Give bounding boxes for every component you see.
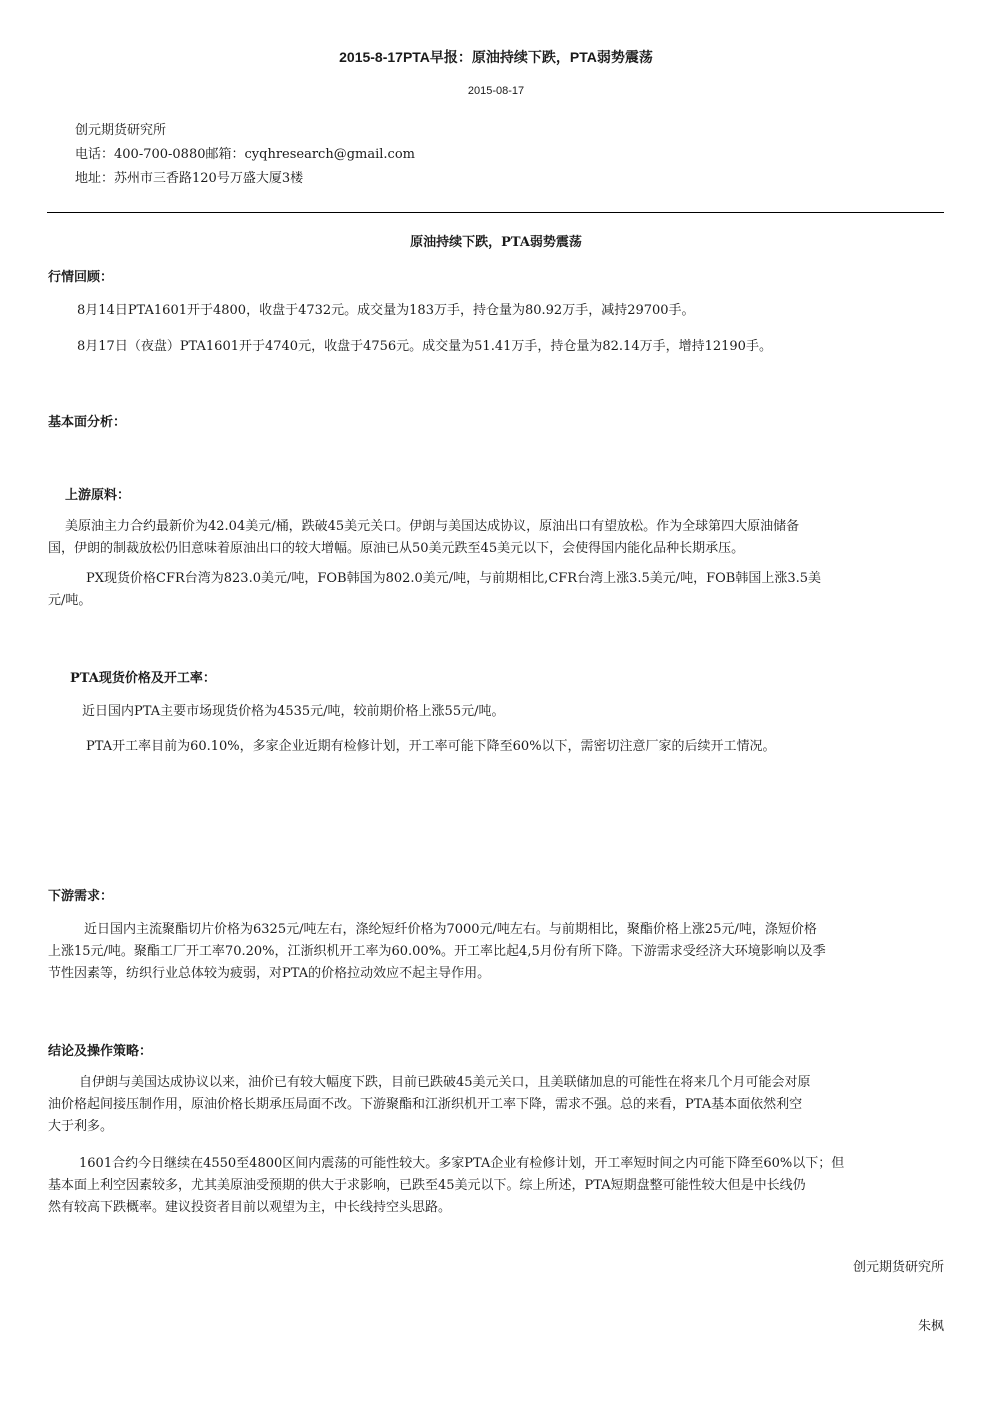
conclusion-p2-line-2: 基本面上利空因素较多，尤其美原油受预期的供大于求影响，已跌至45美元以下。综上所述，PTA短期盘整可能性较大但是中长线仍 — [48, 1178, 806, 1193]
signature-org: 创元期货研究所 — [852, 1260, 944, 1275]
conclusion-p2-line-1: 1601合约今日继续在4550至4800区间内震荡的可能性较大。多家PTA企业有检修计划，开工率短时间之内可能下降至60%以下；但 — [79, 1156, 845, 1171]
downstream-line-2: 上涨15元/吨。聚酯工厂开工率70.20%，江浙织机开工率为60.00%。开工率比起4,5月份有所下降。下游需求受经济大环境影响以及季 — [48, 944, 826, 959]
review-paragraph-2: 8月17日（夜盘）PTA1601开于4740元，收盘于4756元。成交量为51.41万手，持仓量为82.14万手，增持12190手。 — [77, 339, 772, 354]
upstream-p1-line-2: 国，伊朗的制裁放松仍旧意味着原油出口的较大增幅。原油已从50美元跌至45美元以下，会使得国内能化品种长期承压。 — [48, 541, 745, 556]
pta-paragraph-1: 近日国内PTA主要市场现货价格为4535元/吨，较前期价格上涨55元/吨。 — [82, 704, 505, 719]
conclusion-paragraph-2 — [48, 1153, 948, 1219]
downstream-line-3: 节性因素等，纺织行业总体较为疲弱，对PTA的价格拉动效应不起主导作用。 — [48, 966, 491, 981]
pta-paragraph-2: PTA开工率目前为60.10%，多家企业近期有检修计划，开工率可能下降至60%以下，需密切注意厂家的后续开工情况。 — [86, 739, 776, 754]
review-paragraph-1: 8月14日PTA1601开于4800，收盘于4732元。成交量为183万手，持仓量为80.92万手，减持29700手。 — [77, 303, 695, 318]
conclusion-p1-line-1: 自伊朗与美国达成协议以来，油价已有较大幅度下跌，目前已跌破45美元关口，且美联储加息的可能性在将来几个月可能会对原 — [79, 1075, 811, 1090]
contact-block — [75, 119, 415, 191]
conclusion-p1-line-2: 油价格起间接压制作用，原油价格长期承压局面不改。下游聚酯和江浙织机开工率下降，需求不强。总的来看，PTA基本面依然利空 — [48, 1097, 803, 1112]
downstream-line-1: 近日国内主流聚酯切片价格为6325元/吨左右，涤纶短纤价格为7000元/吨左右。与前期相比，聚酯价格上涨25元/吨，涤短价格 — [84, 922, 817, 937]
contact-org: 创元期货研究所 — [75, 123, 167, 138]
conclusion-p2-line-3: 然有较高下跌概率。建议投资者目前以观望为主，中长线持空头思路。 — [48, 1200, 452, 1215]
upstream-p2-line-2: 元/吨。 — [48, 593, 92, 608]
signature-author: 朱枫 — [917, 1319, 944, 1334]
upstream-p1-line-1: 美原油主力合约最新价为42.04美元/桶，跌破45美元关口。伊朗与美国达成协议，原油出口有望放松。作为全球第四大原油储备 — [65, 519, 800, 534]
section-heading-review: 行情回顾： — [48, 270, 114, 285]
downstream-paragraph — [48, 919, 948, 985]
section-heading-fundamental: 基本面分析： — [48, 415, 127, 430]
section-heading-conclusion: 结论及操作策略： — [48, 1044, 153, 1059]
article-subtitle: 原油持续下跌，PTA弱势震荡 — [410, 235, 582, 250]
report-title: 2015-8-17PTA早报：原油持续下跌，PTA弱势震荡 — [339, 49, 653, 65]
conclusion-paragraph-1 — [48, 1072, 948, 1138]
section-heading-pta: PTA现货价格及开工率： — [70, 671, 216, 686]
upstream-p2-line-1: PX现货价格CFR台湾为823.0美元/吨，FOB韩国为802.0美元/吨，与前期相比,CFR台湾上涨3.5美元/吨，FOB韩国上涨3.5美 — [86, 571, 822, 586]
contact-phone-email: 电话：400-700-0880邮箱：cyqhresearch@gmail.com — [75, 147, 415, 162]
upstream-paragraph-1 — [48, 516, 948, 560]
header-divider — [47, 212, 944, 213]
section-heading-downstream: 下游需求： — [48, 889, 114, 904]
section-heading-upstream: 上游原料： — [65, 488, 131, 503]
report-date: 2015-08-17 — [467, 85, 525, 97]
conclusion-p1-line-3: 大于利多。 — [48, 1119, 114, 1134]
upstream-paragraph-2 — [48, 568, 948, 612]
contact-address: 地址：苏州市三香路120号万盛大厦3楼 — [75, 171, 304, 186]
